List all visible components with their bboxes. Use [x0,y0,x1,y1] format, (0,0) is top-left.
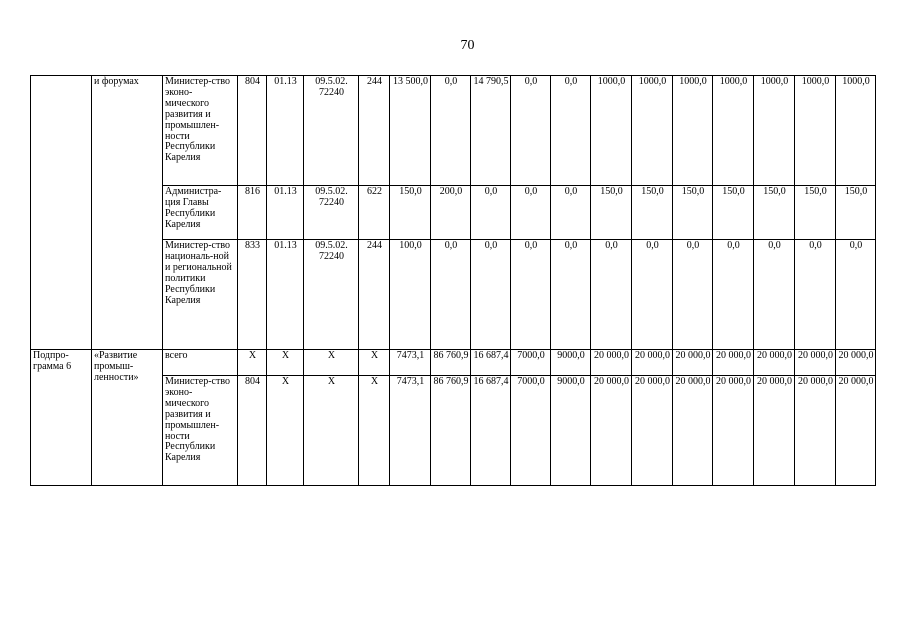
rzpr-cell: Х [267,376,304,486]
value-cell: 200,0 [431,186,471,240]
value-cell: 0,0 [713,240,754,350]
csr-cell: 09.5.02. 72240 [304,186,359,240]
csr-cell: Х [304,376,359,486]
value-cell: 7000,0 [511,350,551,376]
rzpr-cell: 01.13 [267,240,304,350]
value-cell: 20 000,0 [713,350,754,376]
value-cell: 86 760,9 [431,350,471,376]
value-cell: 16 687,4 [471,350,511,376]
value-cell: 9000,0 [551,376,591,486]
vr-cell: Х [359,376,390,486]
value-cell: 0,0 [836,240,876,350]
value-cell: 7000,0 [511,376,551,486]
vr-cell: 622 [359,186,390,240]
value-cell: 20 000,0 [836,350,876,376]
measure-name-cell: «Развитие промыш-ленности» [92,350,163,486]
value-cell: 1000,0 [836,76,876,186]
value-cell: 0,0 [673,240,713,350]
value-cell: 20 000,0 [673,350,713,376]
grbs-cell: Х [238,350,267,376]
value-cell: 0,0 [551,76,591,186]
executor-cell: Министер-ство националь-ной и региональной политики Республики Карелия [163,240,238,350]
value-cell: 0,0 [632,240,673,350]
table-row [31,350,876,376]
rzpr-cell: 01.13 [267,186,304,240]
value-cell: 1000,0 [795,76,836,186]
value-cell: 1000,0 [632,76,673,186]
value-cell: 20 000,0 [754,350,795,376]
vr-cell: Х [359,350,390,376]
executor-cell: Министер-ство эконо-мического развития и промышлен-ности Республики Карелия [163,376,238,486]
csr-cell: 09.5.02. 72240 [304,76,359,186]
value-cell: 0,0 [431,76,471,186]
rzpr-cell: 01.13 [267,76,304,186]
value-cell: 0,0 [591,240,632,350]
value-cell: 150,0 [632,186,673,240]
grbs-cell: 804 [238,76,267,186]
value-cell: 1000,0 [754,76,795,186]
value-cell: 20 000,0 [713,376,754,486]
value-cell: 20 000,0 [591,350,632,376]
value-cell: 86 760,9 [431,376,471,486]
value-cell: 0,0 [551,240,591,350]
grbs-cell: 833 [238,240,267,350]
csr-cell: Х [304,350,359,376]
value-cell: 20 000,0 [632,376,673,486]
value-cell: 1000,0 [591,76,632,186]
value-cell: 150,0 [713,186,754,240]
value-cell: 20 000,0 [632,350,673,376]
measure-name-cell: и форумах [92,76,163,350]
rzpr-cell: Х [267,350,304,376]
value-cell: 16 687,4 [471,376,511,486]
value-cell: 0,0 [471,186,511,240]
executor-cell: Администра-ция Главы Республики Карелия [163,186,238,240]
budget-table [30,75,876,486]
value-cell: 0,0 [511,240,551,350]
value-cell: 7473,1 [390,350,431,376]
value-cell: 0,0 [471,240,511,350]
grbs-cell: 804 [238,376,267,486]
vr-cell: 244 [359,240,390,350]
value-cell: 20 000,0 [795,350,836,376]
value-cell: 9000,0 [551,350,591,376]
value-cell: 150,0 [673,186,713,240]
value-cell: 0,0 [795,240,836,350]
csr-cell: 09.5.02. 72240 [304,240,359,350]
value-cell: 150,0 [390,186,431,240]
value-cell: 20 000,0 [591,376,632,486]
value-cell: 14 790,5 [471,76,511,186]
executor-cell: Министер-ство эконо-мического развития и промышлен-ности Республики Карелия [163,76,238,186]
value-cell: 0,0 [511,76,551,186]
value-cell: 100,0 [390,240,431,350]
value-cell: 0,0 [431,240,471,350]
table-row [31,76,876,186]
value-cell: 150,0 [795,186,836,240]
value-cell: 1000,0 [673,76,713,186]
value-cell: 150,0 [836,186,876,240]
value-cell: 0,0 [551,186,591,240]
executor-cell: всего [163,350,238,376]
subprogram-cell [31,76,92,350]
value-cell: 20 000,0 [754,376,795,486]
value-cell: 0,0 [511,186,551,240]
value-cell: 13 500,0 [390,76,431,186]
value-cell: 0,0 [754,240,795,350]
value-cell: 150,0 [754,186,795,240]
page-number: 70 [460,38,475,53]
vr-cell: 244 [359,76,390,186]
value-cell: 7473,1 [390,376,431,486]
subprogram-cell: Подпро-грамма 6 [31,350,92,486]
value-cell: 1000,0 [713,76,754,186]
value-cell: 20 000,0 [836,376,876,486]
value-cell: 20 000,0 [673,376,713,486]
value-cell: 20 000,0 [795,376,836,486]
value-cell: 150,0 [591,186,632,240]
grbs-cell: 816 [238,186,267,240]
